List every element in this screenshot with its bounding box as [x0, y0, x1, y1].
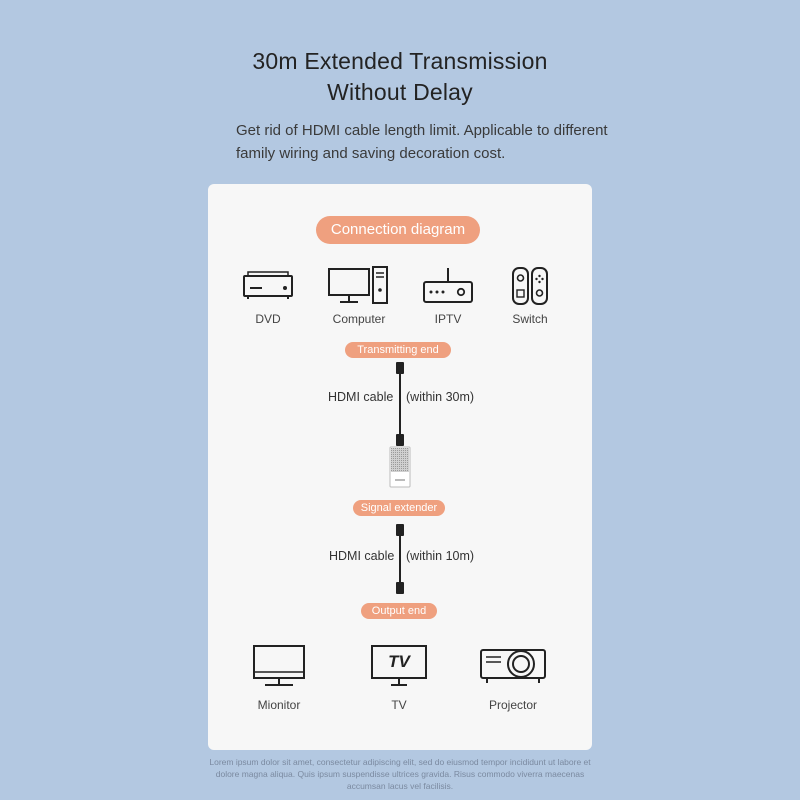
output-end-badge: Output end — [361, 603, 437, 619]
source-label: Computer — [332, 312, 386, 326]
tv-screen-text: TV — [388, 652, 410, 671]
cable2-range: (within 10m) — [406, 549, 475, 563]
monitor-icon — [246, 642, 312, 688]
transmitting-end-badge: Transmitting end — [345, 342, 451, 358]
output-tv — [366, 642, 432, 712]
title-line-1: 30m Extended Transmission — [252, 48, 548, 74]
output-monitor — [246, 642, 312, 712]
source-switch — [502, 266, 558, 326]
dvd-player-icon — [238, 266, 298, 306]
page-title — [0, 46, 800, 108]
footer-text: Lorem ipsum dolor sit amet, consectetur adipiscing elit, sed do eiusmod tempor incididunt ut labore et dolore magna aliqua. Quis ipsum suspendisse ultrices gravida. Risus commodo viverra maecenas accumsan lacus vel facilisis. — [209, 757, 591, 791]
source-iptv — [420, 266, 476, 326]
diagram-title-badge: Connection diagram — [316, 216, 480, 244]
source-dvd — [238, 266, 298, 326]
projector-icon — [478, 642, 548, 688]
cable2-name: HDMI cable — [329, 549, 395, 563]
signal-extender-badge: Signal extender — [353, 500, 445, 516]
output-label: Projector — [488, 698, 538, 712]
signal-extender-device-icon — [389, 446, 411, 493]
hdmi-cable-icon — [392, 360, 408, 455]
output-label: TV — [391, 698, 407, 712]
diagram-card — [208, 184, 592, 750]
source-label: IPTV — [434, 312, 462, 326]
output-label: Mionitor — [257, 698, 301, 712]
router-box-icon — [420, 266, 476, 306]
desktop-computer-icon — [324, 266, 394, 306]
source-label: Switch — [512, 312, 548, 326]
game-console-icon — [502, 266, 558, 306]
cable1-name: HDMI cable — [328, 390, 394, 404]
page-subtitle: Get rid of HDMI cable length limit. Applicable to different family wiring and saving decoration cost. — [236, 122, 608, 162]
source-label: DVD — [255, 312, 281, 326]
tv-icon — [369, 642, 429, 688]
title-line-2: Without Delay — [327, 79, 473, 105]
output-projector — [478, 642, 548, 712]
source-computer — [324, 266, 394, 326]
cable1-range: (within 30m) — [406, 390, 475, 404]
